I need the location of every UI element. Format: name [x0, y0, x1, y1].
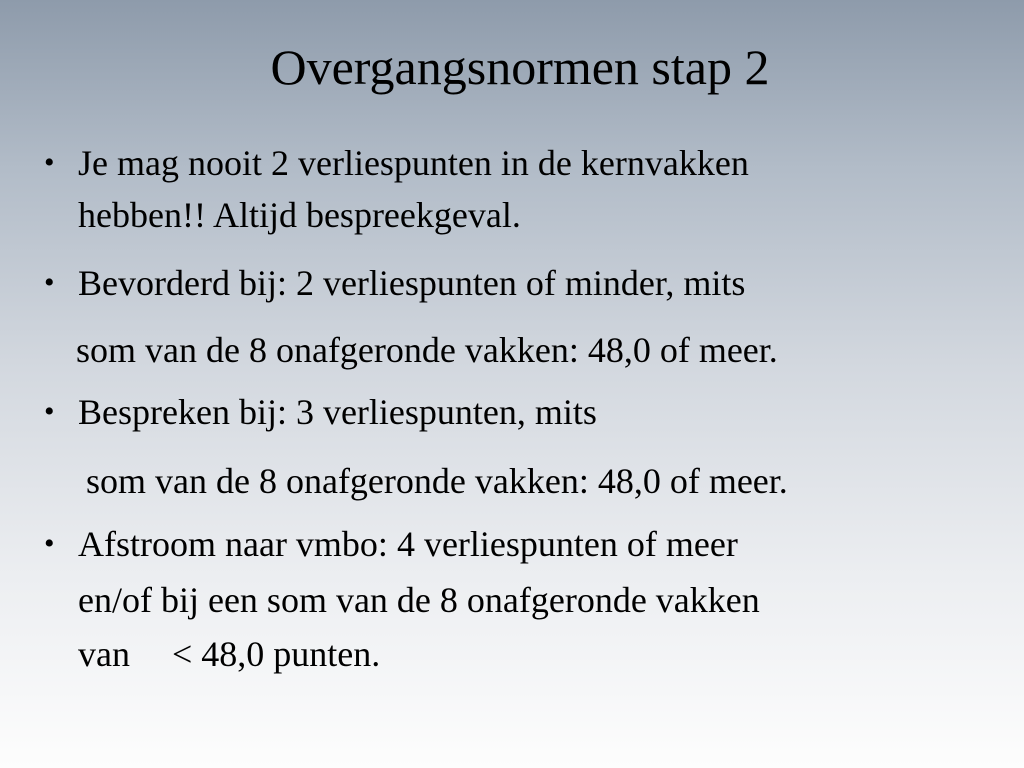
bullet-3-line-1: Bespreken bij: 3 verliespunten, mits — [78, 392, 597, 432]
bullet-icon: • — [44, 395, 55, 428]
bullet-2-continuation: som van de 8 onafgeronde vakken: 48,0 of meer. — [76, 330, 778, 370]
bullet-icon: • — [44, 527, 55, 560]
bullet-4-line-2: en/of bij een som van de 8 onafgeronde vakken — [78, 580, 760, 620]
bullet-1-line-1: Je mag nooit 2 verliespunten in de kernvakken — [78, 143, 749, 183]
bullet-4-line-1: Afstroom naar vmbo: 4 verliespunten of meer — [78, 524, 738, 564]
bullet-4-line-3-start: van — [78, 634, 130, 674]
bullet-icon: • — [44, 146, 55, 179]
bullet-4-line-3-end: < 48,0 punten. — [171, 634, 381, 674]
bullet-4-line-3 — [78, 632, 380, 676]
bullet-icon: • — [44, 266, 55, 299]
bullet-3-continuation: som van de 8 onafgeronde vakken: 48,0 of meer. — [86, 461, 788, 501]
bullet-2-line-1: Bevorderd bij: 2 verliespunten of minder, mits — [78, 263, 746, 303]
bullet-1-line-2: hebben!! Altijd bespreekgeval. — [78, 195, 521, 235]
slide-title: Overgangsnormen stap 2 — [270, 39, 770, 95]
